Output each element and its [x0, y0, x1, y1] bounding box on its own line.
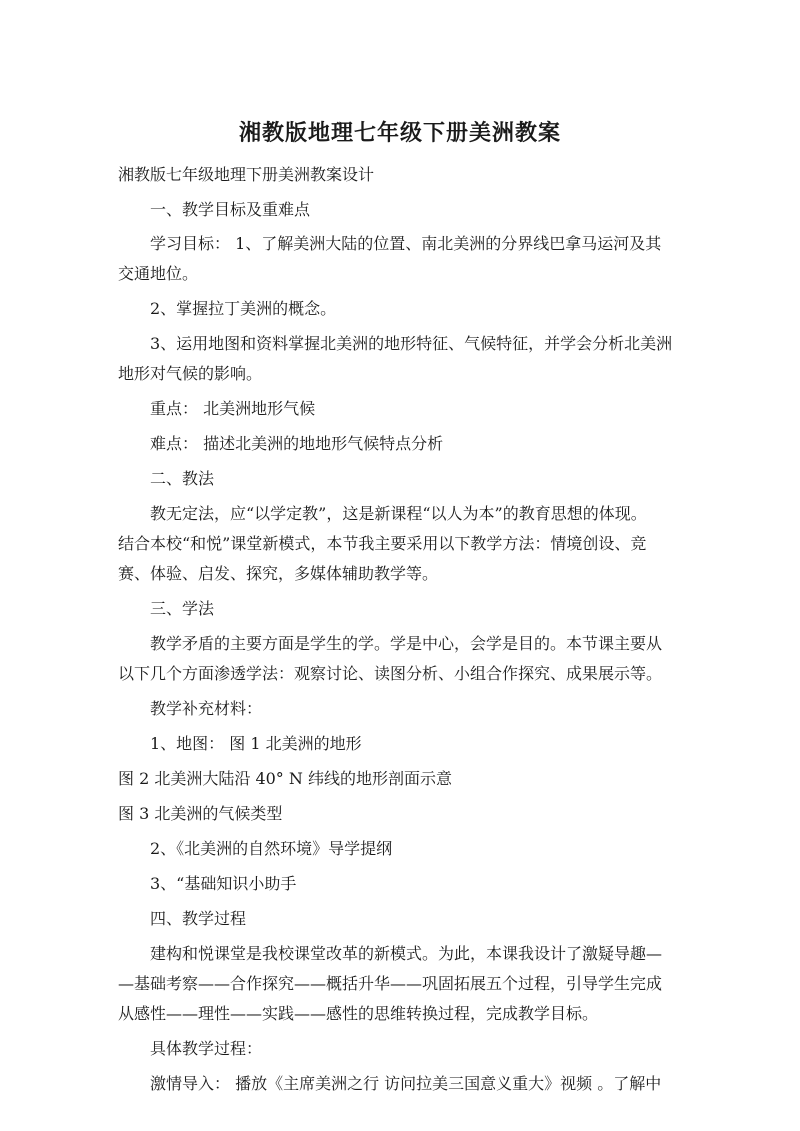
paragraph-line: 赛、体验、启发、探究，多媒体辅助教学等。 — [118, 564, 439, 583]
paragraph-line: 以下几个方面渗透学法：观察讨论、读图分析、小组合作探究、成果展示等。 — [118, 664, 663, 683]
paragraph-line: 激情导入： 播放《主席美洲之行 访问拉美三国意义重大》视频 。了解中 — [150, 1074, 662, 1093]
document-title: 湘教版地理七年级下册美洲教案 — [238, 121, 561, 146]
paragraph-line: —基础考察——合作探究——概括升华——巩固拓展五个过程，引导学生完成 — [118, 974, 663, 993]
document-body — [118, 160, 684, 1099]
paragraph-line: 学习目标： 1、了解美洲大陆的位置、南北美洲的分界线巴拿马运河及其 — [150, 234, 662, 253]
paragraph-line: 建构和悦课堂是我校课堂改革的新模式。为此，本课我设计了激疑导趣— — [150, 944, 663, 963]
paragraph-line: 从感性——理性——实践——感性的思维转换过程，完成教学目标。 — [118, 1004, 599, 1023]
paragraph-line: 地形对气候的影响。 — [118, 364, 263, 383]
paragraph-line: 3、“基础知识小助手 — [150, 874, 297, 893]
paragraph-line: 具体教学过程： — [150, 1039, 263, 1058]
paragraph-line: 重点： 北美洲地形气候 — [150, 399, 316, 418]
paragraph-line: 教学矛盾的主要方面是学生的学。学是中心，会学是目的。本节课主要从 — [150, 634, 663, 653]
paragraph-line: 图 2 北美洲大陆沿 40° N 纬线的地形剖面示意 — [118, 769, 452, 788]
paragraph-line: 1、地图： 图 1 北美洲的地形 — [150, 734, 362, 753]
paragraph-line: 难点： 描述北美洲的地地形气候特点分析 — [150, 434, 444, 453]
paragraph-line: 结合本校“和悦”课堂新模式，本节我主要采用以下教学方法：情境创设、竞 — [118, 534, 647, 553]
paragraph-line: 图 3 北美洲的气候类型 — [118, 804, 283, 823]
section-heading: 二、教法 — [150, 469, 215, 488]
section-heading: 三、学法 — [150, 599, 215, 618]
section-heading: 四、教学过程 — [150, 909, 247, 928]
subtitle-line: 湘教版七年级地理下册美洲教案设计 — [118, 165, 375, 184]
paragraph-line: 2、掌握拉丁美洲的概念。 — [150, 299, 337, 318]
paragraph-line: 教无定法，应“以学定教”，这是新课程“以人为本”的教育思想的体现。 — [150, 504, 647, 523]
paragraph-line: 3、运用地图和资料掌握北美洲的地形特征、气候特征，并学会分析北美洲 — [150, 334, 673, 353]
paragraph-line: 2、《北美洲的自然环境》导学提纲 — [150, 839, 393, 858]
paragraph-line: 教学补充材料： — [150, 699, 263, 718]
paragraph-line: 交通地位。 — [118, 264, 199, 283]
section-heading: 一、教学目标及重难点 — [150, 200, 311, 219]
